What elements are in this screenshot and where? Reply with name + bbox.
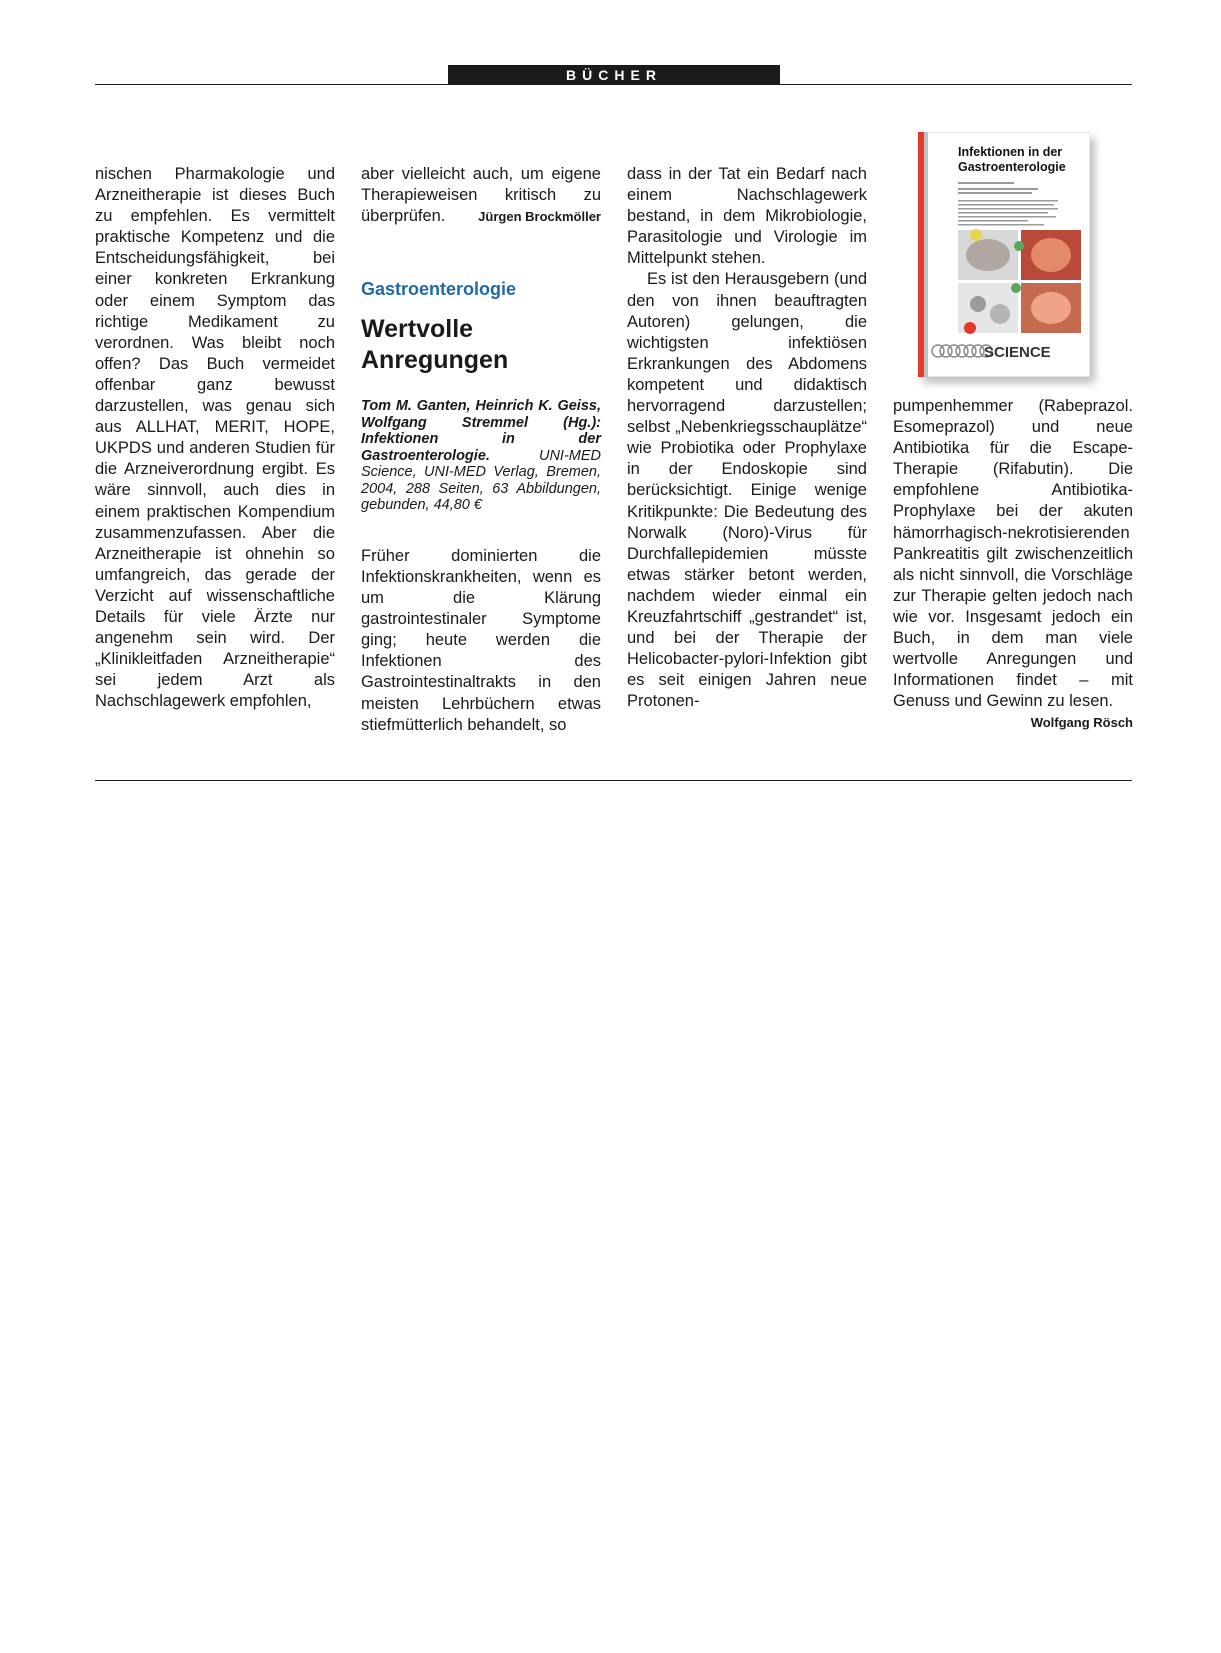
column-1-text: nischen Pharmakologie und Arzneitherapie ist dieses Buch zu empfehlen. Es vermittelt praktische Kompetenz und die Entscheidungsfähigkeit, bei einer konkreten Erkrankung oder einem Symptom das richtige Medikament zu verordnen. Was bleibt noch offen? Das Buch vermeidet offenbar ganz bewusst darzustellen, was genau sich aus ALLHAT, MERIT, HOPE, UKPDS und anderen Studien für die Arzneiverordnung ergibt. Es wäre sinnvoll, auch dies in einem praktischen Kompendium zusammenzufassen. Aber die Arzneitherapie ist ohnehin so umfangreich, das gerade der Verzicht auf wissenschaftliche Details für viele Ärzte nur angenehm sein wird. Der „Klinikleitfaden Arzneitherapie“ sei jedem Arzt als Nachschlagewerk empfohlen, [95,165,335,711]
headline-line-1: Wertvolle [361,315,474,344]
column-2 [361,164,601,736]
column-4-paragraph [893,396,1133,731]
cover-publisher: SCIENCE [984,344,1051,361]
cover-title-line-1: Infektionen in der [958,145,1063,159]
column-4-text: pumpenhemmer (Rabeprazol. Esomeprazol) und neue Antibiotika für die Escape-Therapie (Rifabutin). Die empfohlene Antibiotika-Prophylaxe bei der akuten hämorrhagisch-nekrotisierenden Pankreatitis gilt zwischenzeitlich als nicht sinnvoll, die Vorschläge zur Therapie gelten jedoch nach wie vor. Insgesamt jedoch ein Buch, in dem man viele wertvolle Anregungen und Informationen findet – mit Genuss und Gewinn zu lesen. [893,397,1133,711]
book-cover-image [918,132,1090,377]
column-3-paragraph-1: dass in der Tat ein Bedarf nach einem Nachschlagewerk bestand, in dem Mikrobiologie, Parasitologie und Virologie im Mittelpunkt stehen. [627,165,867,268]
section-header-tab: BÜCHER [448,65,780,85]
top-rule [95,84,1132,85]
column-4 [893,396,1133,734]
biblio-authors-title: Tom M. Ganten, Heinrich K. Geiss, Wolfgang Stremmel (Hg.): Infektionen in der Gastroenterologie. [361,398,601,464]
book-bibliography [361,398,601,514]
article-body-start: Früher dominierten die Infektionskrankheiten, wenn es um die Klärung gastrointestinaler Symptome ging; heute werden die Infektionen des Gastrointestinaltrakts in den meisten Lehrbüchern etwas stiefmütterlich behandelt, so [361,546,601,734]
cover-title-line-2: Gastroenterologie [958,160,1066,174]
bottom-rule [95,780,1132,781]
article-kicker: Gastroenterologie [361,279,517,300]
headline-line-2: Anregungen [361,346,509,375]
review-end-text: aber vielleicht auch, um eigene Therapieweisen kritisch zu überprüfen. [361,165,601,226]
reviewer-signature: Wolfgang Rösch [1030,715,1133,731]
column-1 [95,164,335,712]
author-signature: Jürgen Brockmöller [478,209,601,225]
biblio-details: UNI-MED Science, UNI-MED Verlag, Bremen, 2004, 288 Seiten, 63 Abbildungen, gebunden, 44,80 € [361,447,601,514]
column-3-paragraph-2: Es ist den Herausgebern (und den von ihnen beauftragten Autoren) gelungen, die wichtigsten infektiösen Erkrankungen des Abdomens kompetent und didaktisch hervorragend darzustellen; selbst „Nebenkriegsschauplätze“ wie Probiotika oder Prophylaxe in der Endoskopie sind berücksichtigt. Einige wenige Kritikpunkte: Die Bedeutung des Norwalk (Noro)-Virus für Durchfallepidemien müsste etwas stärker betont werden, nachdem wieder einmal ein Kreuzfahrtschiff „gestrandet“ ist, und bei der Therapie der Helicobacter-pylori-Infektion gibt es seit einigen Jahren neue Protonen- [627,270,867,711]
column-3 [627,164,867,712]
review-end-paragraph [361,164,601,227]
article-headline [361,314,601,376]
